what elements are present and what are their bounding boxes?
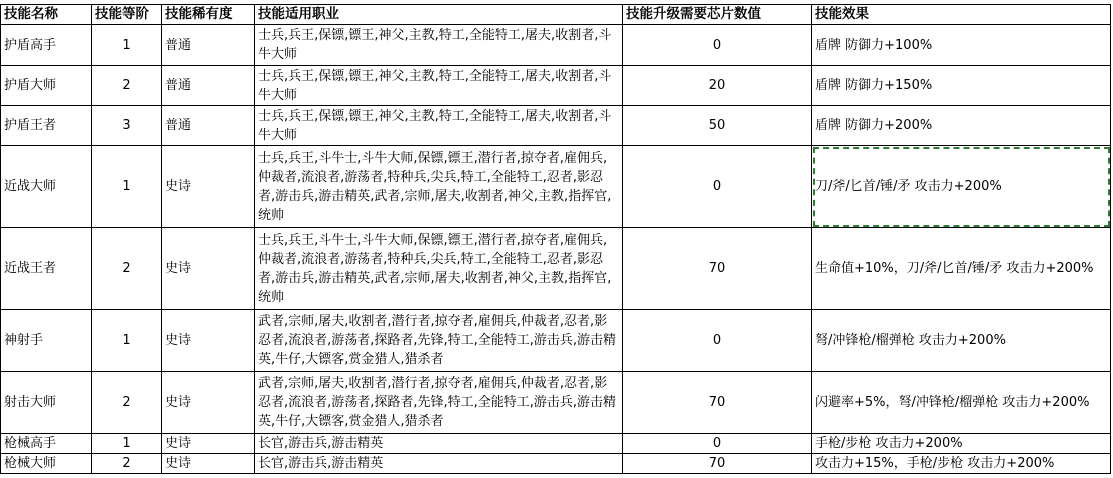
chip-cost-cell[interactable]: 0 (623, 310, 812, 372)
skill-rarity-cell[interactable]: 普通 (162, 25, 255, 66)
chip-cost-cell[interactable]: 70 (623, 372, 812, 434)
table-row (1, 106, 1111, 146)
skill-jobs-cell[interactable]: 士兵,兵王,保镖,镖王,神父,主教,特工,全能特工,屠夫,收割者,斗牛大师 (255, 66, 623, 106)
skill-name-cell[interactable]: 枪械高手 (1, 434, 92, 454)
skill-rarity-cell[interactable]: 史诗 (162, 434, 255, 454)
skill-effect-cell[interactable]: 盾牌 防御力+200% (812, 106, 1111, 146)
table-row (1, 434, 1111, 454)
skill-effect-cell[interactable]: 弩/冲锋枪/榴弹枪 攻击力+200% (812, 310, 1111, 372)
skill-effect-cell[interactable]: 攻击力+15%，手枪/步枪 攻击力+200% (812, 454, 1111, 474)
skill-level-cell[interactable]: 1 (92, 310, 162, 372)
skill-level-cell[interactable]: 1 (92, 25, 162, 66)
skill-effect-cell[interactable]: 盾牌 防御力+150% (812, 66, 1111, 106)
chip-cost-cell[interactable]: 0 (623, 25, 812, 66)
chip-cost-cell[interactable]: 20 (623, 66, 812, 106)
skill-name-cell[interactable]: 射击大师 (1, 372, 92, 434)
table-row (1, 25, 1111, 66)
skill-level-cell[interactable]: 2 (92, 454, 162, 474)
table-row (1, 372, 1111, 434)
skill-jobs-cell[interactable]: 士兵,兵王,保镖,镖王,神父,主教,特工,全能特工,屠夫,收割者,斗牛大师 (255, 25, 623, 66)
chip-cost-cell[interactable]: 50 (623, 106, 812, 146)
skill-rarity-cell[interactable]: 史诗 (162, 310, 255, 372)
table-row (1, 66, 1111, 106)
chip-cost-cell[interactable]: 0 (623, 434, 812, 454)
skill-level-cell[interactable]: 2 (92, 228, 162, 310)
skill-jobs-cell[interactable]: 长官,游击兵,游击精英 (255, 434, 623, 454)
skill-effect-cell[interactable]: 生命值+10%，刀/斧/匕首/锤/矛 攻击力+200% (812, 228, 1111, 310)
skill-jobs-cell[interactable]: 士兵,兵王,斗牛士,斗牛大师,保镖,镖王,潜行者,掠夺者,雇佣兵,仲裁者,流浪者,游荡者,特种兵,尖兵,特工,全能特工,忍者,影忍者,游击兵,游击精英,武者,宗师,屠夫,收割者,神父,主教,指挥官,统帅 (255, 146, 623, 228)
table-row (1, 454, 1111, 474)
header-skill-effect[interactable]: 技能效果 (812, 5, 1111, 25)
table-row (1, 228, 1111, 310)
skills-table (0, 4, 1111, 474)
skill-rarity-cell[interactable]: 普通 (162, 66, 255, 106)
skill-name-cell[interactable]: 神射手 (1, 310, 92, 372)
skill-rarity-cell[interactable]: 普通 (162, 106, 255, 146)
skill-name-cell[interactable]: 护盾高手 (1, 25, 92, 66)
chip-cost-cell[interactable]: 0 (623, 146, 812, 228)
skill-jobs-cell[interactable]: 武者,宗师,屠夫,收割者,潜行者,掠夺者,雇佣兵,仲裁者,忍者,影忍者,流浪者,游荡者,探路者,先锋,特工,全能特工,游击兵,游击精英,牛仔,大镖客,赏金猎人,猎杀者 (255, 310, 623, 372)
skill-level-cell[interactable]: 2 (92, 372, 162, 434)
chip-cost-cell[interactable]: 70 (623, 228, 812, 310)
header-skill-level[interactable]: 技能等阶 (92, 5, 162, 25)
skill-effect-cell-selected[interactable]: 刀/斧/匕首/锤/矛 攻击力+200% (812, 146, 1111, 228)
skill-jobs-cell[interactable]: 武者,宗师,屠夫,收割者,潜行者,掠夺者,雇佣兵,仲裁者,忍者,影忍者,流浪者,游荡者,探路者,先锋,特工,全能特工,游击兵,游击精英,牛仔,大镖客,赏金猎人,猎杀者 (255, 372, 623, 434)
skill-rarity-cell[interactable]: 史诗 (162, 372, 255, 434)
table-row (1, 146, 1111, 228)
skill-level-cell[interactable]: 3 (92, 106, 162, 146)
skill-effect-cell[interactable]: 盾牌 防御力+100% (812, 25, 1111, 66)
header-skill-name[interactable]: 技能名称 (1, 5, 92, 25)
skill-effect-cell[interactable]: 手枪/步枪 攻击力+200% (812, 434, 1111, 454)
skill-jobs-cell[interactable]: 长官,游击兵,游击精英 (255, 454, 623, 474)
header-applicable-jobs[interactable]: 技能适用职业 (255, 5, 623, 25)
skill-rarity-cell[interactable]: 史诗 (162, 228, 255, 310)
header-skill-rarity[interactable]: 技能稀有度 (162, 5, 255, 25)
skill-level-cell[interactable]: 2 (92, 66, 162, 106)
table-row (1, 310, 1111, 372)
skill-effect-cell[interactable]: 闪避率+5%，弩/冲锋枪/榴弹枪 攻击力+200% (812, 372, 1111, 434)
skill-rarity-cell[interactable]: 史诗 (162, 146, 255, 228)
skill-name-cell[interactable]: 近战大师 (1, 146, 92, 228)
skill-name-cell[interactable]: 近战王者 (1, 228, 92, 310)
skill-level-cell[interactable]: 1 (92, 434, 162, 454)
skill-name-cell[interactable]: 枪械大师 (1, 454, 92, 474)
skill-name-cell[interactable]: 护盾大师 (1, 66, 92, 106)
skill-level-cell[interactable]: 1 (92, 146, 162, 228)
skill-name-cell[interactable]: 护盾王者 (1, 106, 92, 146)
skill-jobs-cell[interactable]: 士兵,兵王,保镖,镖王,神父,主教,特工,全能特工,屠夫,收割者,斗牛大师 (255, 106, 623, 146)
skill-jobs-cell[interactable]: 士兵,兵王,斗牛士,斗牛大师,保镖,镖王,潜行者,掠夺者,雇佣兵,仲裁者,流浪者,游荡者,特种兵,尖兵,特工,全能特工,忍者,影忍者,游击兵,游击精英,武者,宗师,屠夫,收割者,神父,主教,指挥官,统帅 (255, 228, 623, 310)
chip-cost-cell[interactable]: 70 (623, 454, 812, 474)
header-row (1, 5, 1111, 25)
skill-rarity-cell[interactable]: 史诗 (162, 454, 255, 474)
header-chip-cost[interactable]: 技能升级需要芯片数值 (623, 5, 812, 25)
